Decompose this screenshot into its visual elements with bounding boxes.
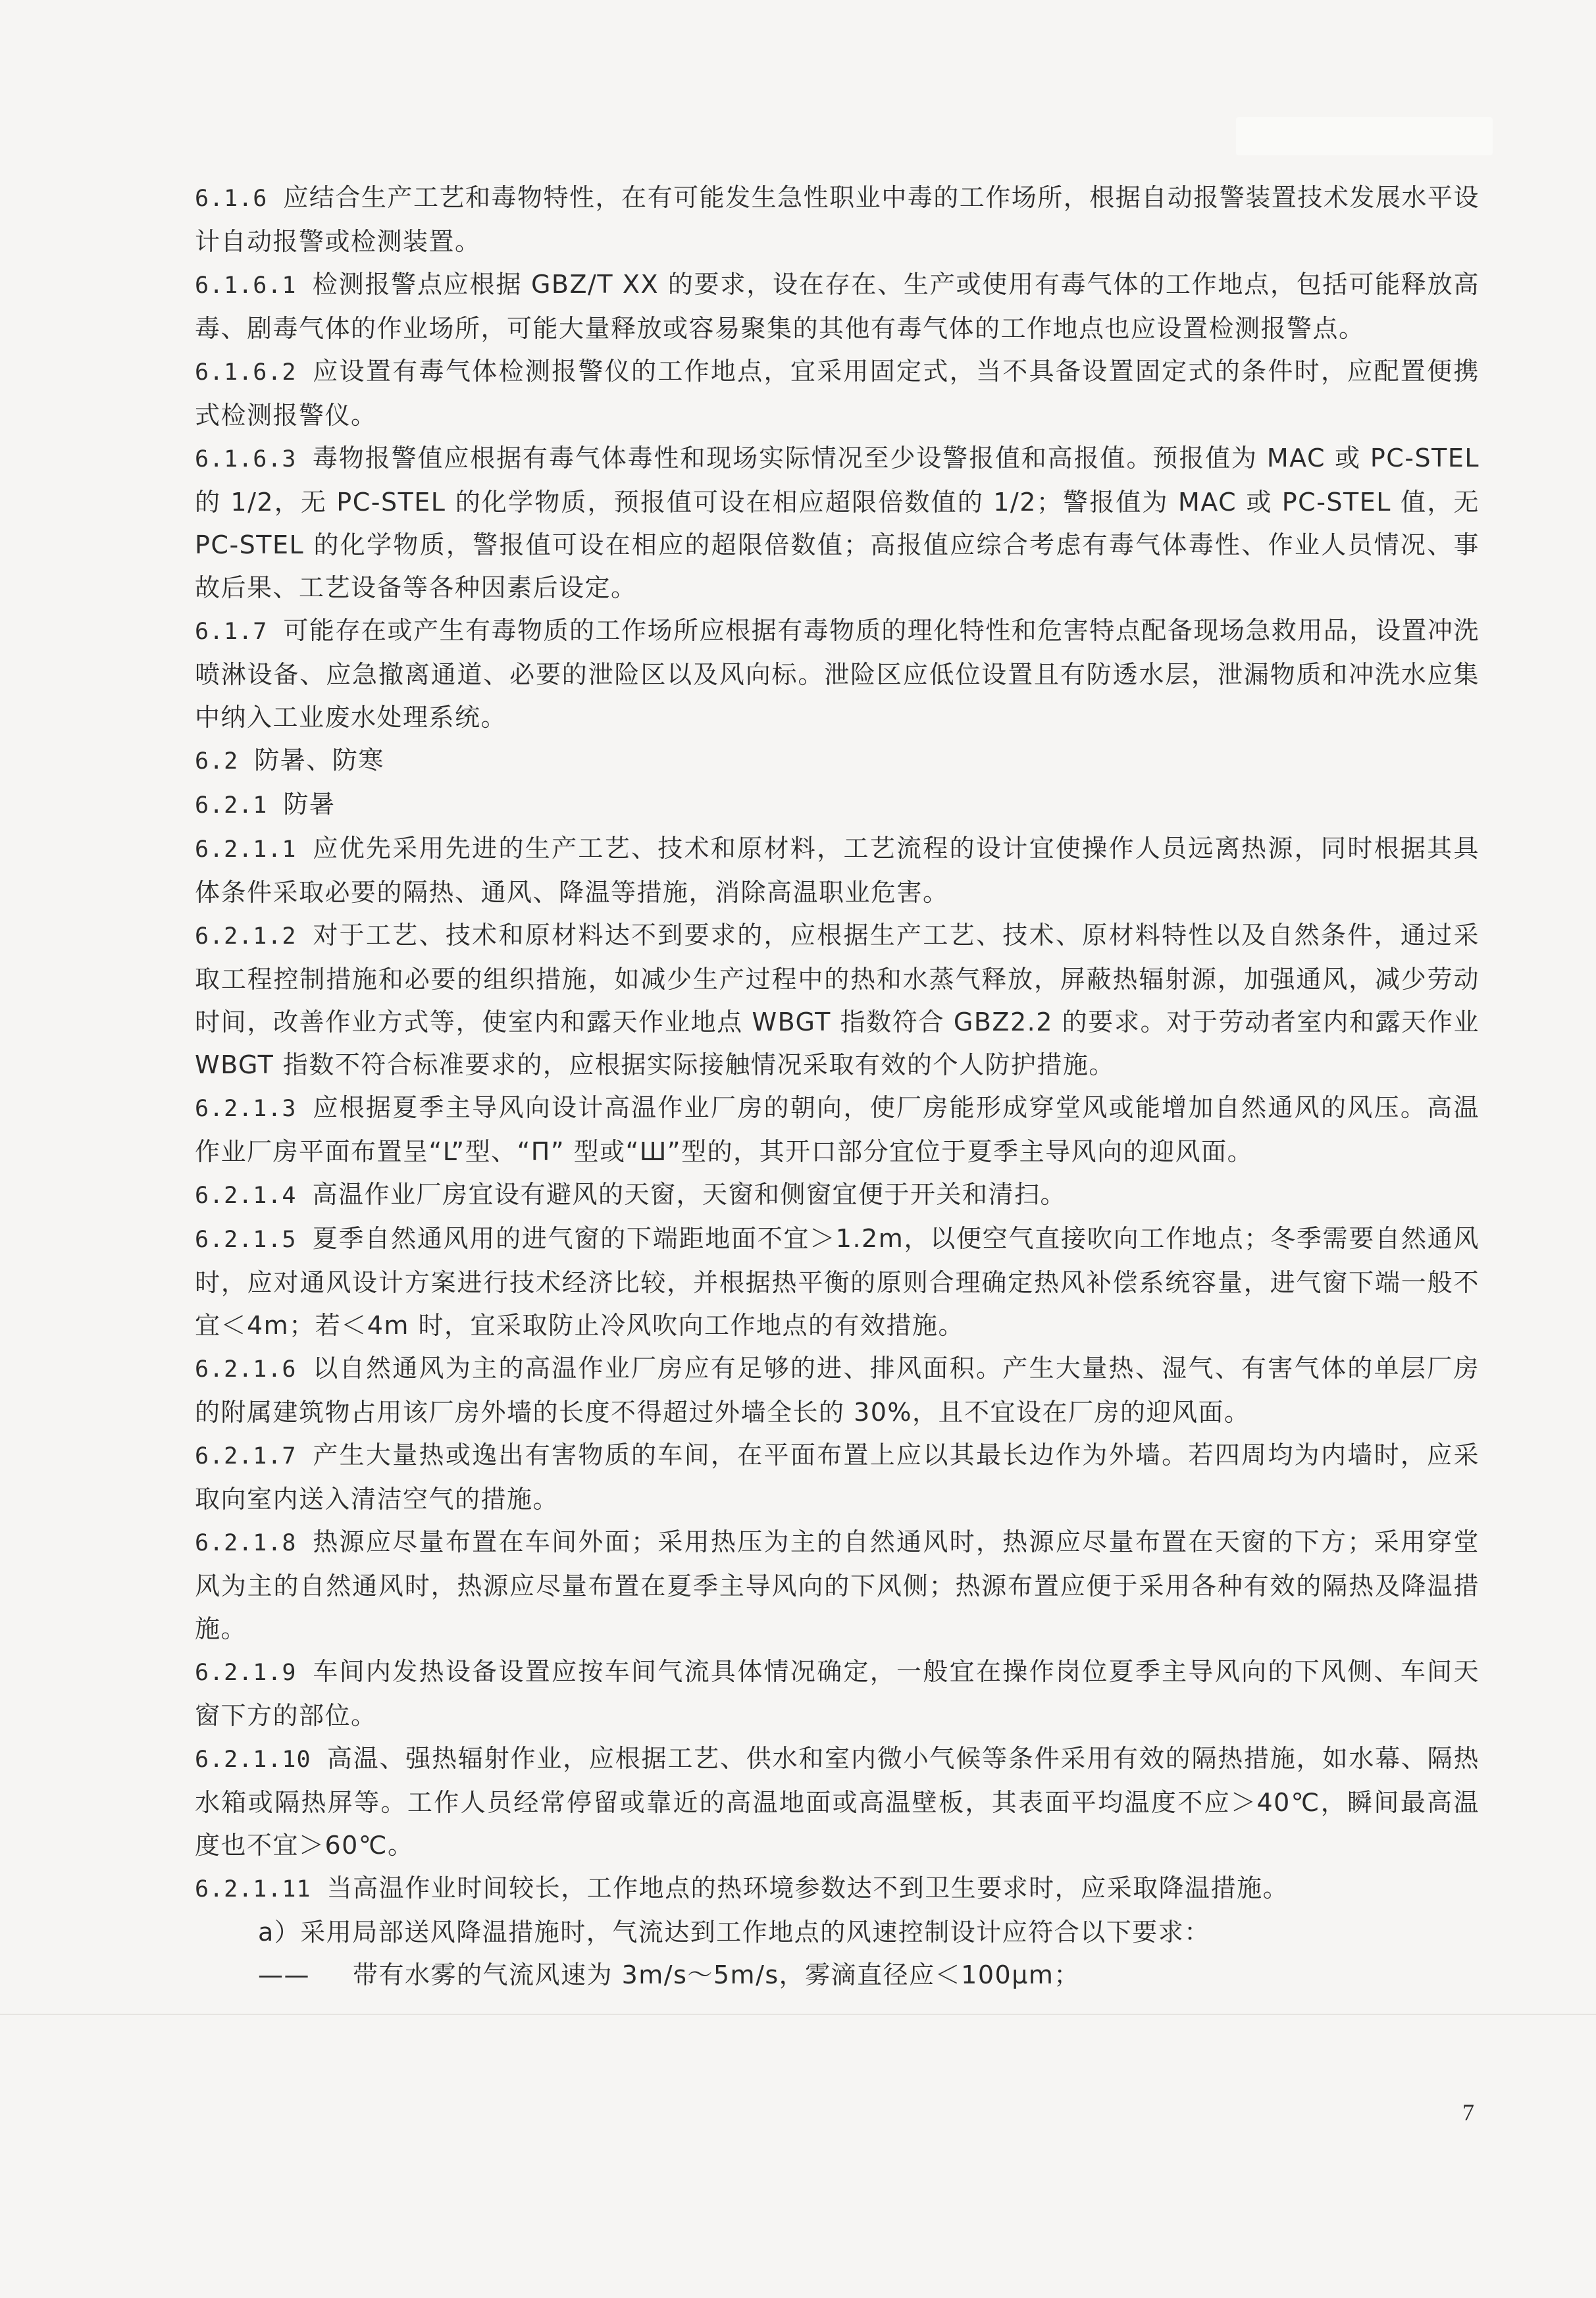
clause-text: 应优先采用先进的生产工艺、技术和原材料，工艺流程的设计宜使操作人员远离热源，同时根据其具体条件采取必要的隔热、通风、降温等措施，消除高温职业危害。 — [195, 834, 1480, 907]
clause-number: 6.1.6.1 — [195, 272, 297, 299]
clause-text: 应根据夏季主导风向设计高温作业厂房的朝向，使厂房能形成穿堂风或能增加自然通风的风压。高温作业厂房平面布置呈“L”型、“П” 型或“Ш”型的，其开口部分宜位于夏季主导风向的迎风面。 — [195, 1093, 1480, 1166]
clause-text: 高温、强热辐射作业，应根据工艺、供水和室内微小气候等条件采用有效的隔热措施，如水幕、隔热水箱或隔热屏等。工作人员经常停留或靠近的高温地面或高温壁板，其表面平均温度不应＞40℃，瞬间最高温度也不宜＞60℃。 — [195, 1744, 1480, 1860]
clause-6-1-7 — [195, 609, 1480, 739]
dash-list-item — [195, 1954, 1480, 1997]
clause-number: 6.2.1.10 — [195, 1747, 311, 1773]
clause-text: 热源应尽量布置在车间外面；采用热压为主的自然通风时，热源应尽量布置在天窗的下方；采用穿堂风为主的自然通风时，热源应尽量布置在夏季主导风向的下风侧；热源布置应便于采用各种有效的隔热及降温措施。 — [195, 1527, 1480, 1643]
clause-number: 6.2.1.3 — [195, 1096, 297, 1122]
clause-text: 产生大量热或逸出有害物质的车间，在平面布置上应以其最长边作为外墙。若四周均为内墙时，应采取向室内送入清洁空气的措施。 — [195, 1441, 1480, 1514]
clause-number: 6.1.6.2 — [195, 359, 297, 386]
section-heading-6-2 — [195, 739, 1480, 783]
clause-6-2-1-6 — [195, 1347, 1480, 1434]
clause-number: 6.2.1.9 — [195, 1660, 297, 1686]
clause-6-2-1-8 — [195, 1521, 1480, 1650]
clause-6-2-1-7 — [195, 1434, 1480, 1521]
clause-6-1-6-1 — [195, 263, 1480, 350]
clause-6-2-1-2 — [195, 914, 1480, 1086]
section-title: 防暑、防寒 — [254, 746, 384, 775]
clause-number: 6.2.1.4 — [195, 1183, 297, 1209]
clause-number: 6.1.6.3 — [195, 446, 297, 472]
clause-text: 检测报警点应根据 GBZ/T XX 的要求，设在存在、生产或使用有毒气体的工作地点，包括可能释放高毒、剧毒气体的作业场所，可能大量释放或容易聚集的其他有毒气体的工作地点也应设置检测报警点。 — [195, 270, 1480, 343]
clause-text: 车间内发热设备设置应按车间气流具体情况确定，一般宜在操作岗位夏季主导风向的下风侧、车间天窗下方的部位。 — [195, 1657, 1480, 1730]
clause-number: 6.2.1.2 — [195, 923, 297, 950]
clause-text: 当高温作业时间较长，工作地点的热环境参数达不到卫生要求时，应采取降温措施。 — [326, 1874, 1289, 1902]
section-heading-6-2-1 — [195, 783, 1480, 827]
clause-number: 6.2.1.11 — [195, 1876, 311, 1902]
clause-number: 6.2 — [195, 748, 239, 775]
clause-6-1-6-3 — [195, 437, 1480, 609]
clause-6-2-1-9 — [195, 1650, 1480, 1737]
clause-6-2-1-3 — [195, 1086, 1480, 1173]
clause-text: 应设置有毒气体检测报警仪的工作地点，宜采用固定式，当不具备设置固定式的条件时，应配置便携式检测报警仪。 — [195, 357, 1480, 430]
clause-number: 6.1.7 — [195, 619, 268, 645]
clause-6-2-1-1 — [195, 827, 1480, 914]
clause-6-1-6-2 — [195, 350, 1480, 437]
page-number: 7 — [1462, 2099, 1474, 2126]
clause-number: 6.2.1.7 — [195, 1443, 297, 1469]
clause-number: 6.2.1 — [195, 792, 268, 819]
clause-6-2-1-5 — [195, 1217, 1480, 1347]
clause-number: 6.2.1.5 — [195, 1227, 297, 1253]
clause-text: 对于工艺、技术和原材料达不到要求的，应根据生产工艺、技术、原材料特性以及自然条件，通过采取工程控制措施和必要的组织措施，如减少生产过程中的热和水蒸气释放，屏蔽热辐射源，加强通风，减少劳动时间，改善作业方式等，使室内和露天作业地点 WBGT 指数符合 GBZ2.2 的要求。对于劳动者室内和露天作业 WBGT 指数不符合标准要求的，应根据实际接触情况采取有效的个人防护措施。 — [195, 921, 1480, 1079]
clause-number: 6.1.6 — [195, 186, 268, 212]
section-title: 防暑 — [283, 790, 336, 819]
clause-text: 应结合生产工艺和毒物特性，在有可能发生急性职业中毒的工作场所，根据自动报警装置技术发展水平设计自动报警或检测装置。 — [195, 183, 1480, 256]
scan-line-divider — [0, 2014, 1596, 2015]
scan-artifact — [1236, 117, 1493, 155]
dash-item-text: 带有水雾的气流风速为 3m/s～5m/s，雾滴直径应＜100μm； — [353, 1960, 1080, 1989]
clause-text: 夏季自然通风用的进气窗的下端距地面不宜＞1.2m，以便空气直接吹向工作地点；冬季需要自然通风时，应对通风设计方案进行技术经济比较，并根据热平衡的原则合理确定热风补偿系统容量，进气窗下端一般不宜＜4m；若＜4m 时，宜采取防止冷风吹向工作地点的有效措施。 — [195, 1224, 1480, 1340]
clause-text: 以自然通风为主的高温作业厂房应有足够的进、排风面积。产生大量热、湿气、有害气体的单层厂房的附属建筑物占用该厂房外墙的长度不得超过外墙全长的 30%，且不宜设在厂房的迎风面。 — [195, 1354, 1480, 1427]
clause-number: 6.2.1.8 — [195, 1530, 297, 1556]
dash-marker: —— — [258, 1960, 310, 1989]
clause-text: 高温作业厂房宜设有避风的天窗，天窗和侧窗宜便于开关和清扫。 — [312, 1180, 1067, 1209]
clause-text: 可能存在或产生有毒物质的工作场所应根据有毒物质的理化特性和危害特点配备现场急救用品，设置冲洗喷淋设备、应急撤离通道、必要的泄险区以及风向标。泄险区应低位设置且有防透水层，泄漏物质和冲洗水应集中纳入工业废水处理系统。 — [195, 616, 1480, 732]
list-item-a: a）采用局部送风降温措施时，气流达到工作地点的风速控制设计应符合以下要求： — [258, 1918, 1210, 1947]
clause-text: 毒物报警值应根据有毒气体毒性和现场实际情况至少设警报值和高报值。预报值为 MAC 或 PC-STEL 的 1/2，无 PC-STEL 的化学物质，预报值可设在相应超限倍数值的 1/2；警报值为 MAC 或 PC-STEL 值，无 PC-STEL 的化学物质，警报值可设在相应的超限倍数值；高报值应综合考虑有毒气体毒性、作业人员情况、事故后果、工艺设备等各种因素后设定。 — [195, 444, 1480, 602]
document-body — [195, 176, 1480, 1997]
clause-6-2-1-4 — [195, 1173, 1480, 1217]
clause-6-1-6 — [195, 176, 1480, 263]
clause-6-2-1-11 — [195, 1867, 1480, 1911]
clause-6-2-1-10 — [195, 1737, 1480, 1867]
clause-number: 6.2.1.1 — [195, 836, 297, 863]
clause-number: 6.2.1.6 — [195, 1356, 297, 1383]
